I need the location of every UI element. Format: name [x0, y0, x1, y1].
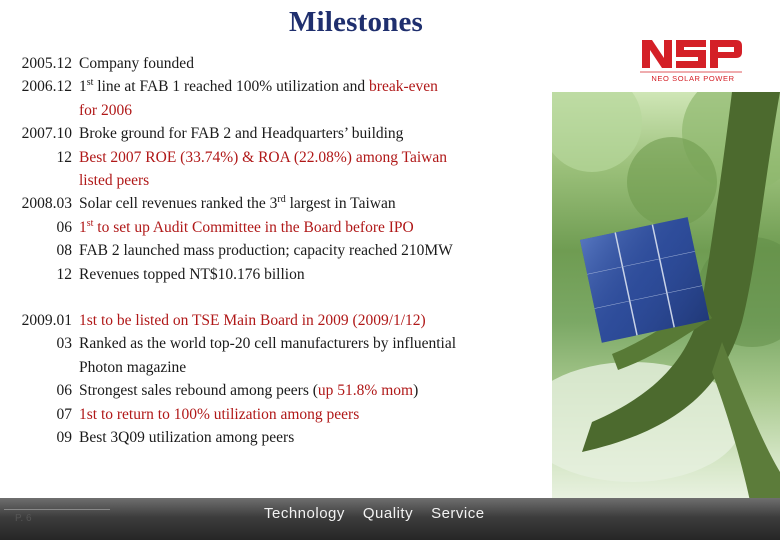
milestone-date: 07 — [56, 405, 72, 423]
milestone-text-part: Best 3Q09 utilization among peers — [79, 429, 295, 447]
milestone-text-part: for 2006 — [79, 101, 132, 119]
milestone-text — [72, 75, 616, 98]
milestone-row — [6, 146, 616, 169]
milestone-row — [6, 332, 616, 355]
milestone-text-part: Photon magazine — [79, 358, 187, 376]
milestone-text-part: break-even — [369, 78, 438, 96]
milestone-date: 2007.10 — [21, 125, 72, 143]
footer-tagline — [264, 505, 503, 522]
milestone-date: 06 — [56, 382, 72, 400]
milestone-date: 09 — [56, 429, 72, 447]
milestone-text — [72, 122, 616, 145]
page-title: Milestones — [288, 6, 424, 38]
tagline-word: Quality — [362, 505, 414, 522]
milestone-row — [6, 52, 616, 75]
milestone-text-part: rd — [277, 194, 286, 206]
milestone-text-part: ) — [413, 382, 419, 400]
milestone-date: 2005.12 — [21, 55, 72, 72]
milestone-text — [72, 52, 616, 75]
milestone-date: 2006.12 — [21, 78, 72, 96]
milestone-date: 2009.01 — [21, 312, 72, 330]
milestone-date: 06 — [56, 218, 72, 236]
milestone-row — [6, 239, 616, 262]
milestone-text-part: st — [86, 217, 94, 229]
milestone-text-part: Strongest sales rebound among peers ( — [79, 382, 318, 400]
page-number: P. 6 — [15, 513, 32, 524]
milestone-text — [72, 99, 616, 122]
milestone-text-part: 1 — [79, 218, 87, 236]
milestone-date: 12 — [56, 148, 72, 166]
milestone-date — [6, 356, 72, 379]
milestone-text-part: Revenues topped NT$10.176 billion — [79, 265, 305, 283]
milestone-text-part: 1st to be listed on TSE Main Board in 2009 (2009/1/12) — [79, 312, 426, 330]
milestone-row — [6, 216, 616, 239]
milestone-text-part: Ranked as the world top-20 cell manufacturers by influential — [79, 335, 457, 353]
milestone-row — [6, 75, 616, 98]
tagline-word: Technology — [264, 505, 345, 522]
milestone-row — [6, 309, 616, 332]
company-logo — [612, 28, 752, 88]
milestone-date — [6, 169, 72, 192]
milestone-text-part: Best 2007 ROE (33.74%) & ROA (22.08%) among Taiwan — [79, 148, 448, 166]
milestone-text — [72, 263, 616, 286]
milestone-date: 12 — [56, 265, 72, 283]
milestone-row — [6, 192, 616, 215]
milestone-text — [72, 356, 616, 379]
milestone-text-part: 1st to return to 100% utilization among peers — [79, 405, 360, 423]
timeline-gap — [6, 286, 616, 309]
milestone-text — [72, 192, 616, 215]
milestone-text — [72, 379, 616, 402]
milestone-text — [72, 216, 616, 239]
tagline-word: Service — [431, 505, 485, 522]
logo-subtitle: NEO SOLAR POWER — [651, 74, 735, 83]
milestone-text — [72, 332, 616, 355]
milestone-text-part: st — [86, 77, 94, 89]
milestone-text-part: to set up Audit Committee in the Board before IPO — [93, 218, 414, 236]
milestone-text — [72, 146, 616, 169]
milestone-date — [6, 99, 72, 122]
milestone-text — [72, 239, 616, 262]
milestone-text-part: Company founded — [79, 55, 194, 72]
milestone-text-part: 1 — [79, 78, 87, 96]
milestone-text-part: listed peers — [79, 172, 150, 190]
milestone-timeline — [6, 52, 616, 450]
milestone-text-part: Solar cell revenues ranked the 3 — [79, 195, 278, 213]
milestone-row — [6, 379, 616, 402]
milestone-text-part: largest in Taiwan — [285, 195, 396, 213]
milestone-date: 03 — [56, 335, 72, 353]
milestone-text-part: line at FAB 1 reached 100% utilization and — [93, 78, 370, 96]
milestone-row — [6, 403, 616, 426]
footer-divider — [4, 509, 110, 510]
milestone-row — [6, 263, 616, 286]
milestone-row — [6, 122, 616, 145]
milestone-text — [72, 403, 616, 426]
milestone-row — [6, 356, 616, 379]
milestone-text-part: FAB 2 launched mass production; capacity reached 210MW — [79, 242, 453, 260]
milestone-text-part: up 51.8% mom — [317, 382, 414, 400]
milestone-text — [72, 169, 616, 192]
milestone-date: 08 — [56, 242, 72, 260]
milestone-date: 2008.03 — [21, 195, 72, 213]
milestone-row — [6, 426, 616, 449]
milestone-text — [72, 309, 616, 332]
milestone-text — [72, 426, 616, 449]
milestone-text-part: Broke ground for FAB 2 and Headquarters’ building — [79, 125, 404, 143]
milestone-row — [6, 99, 616, 122]
milestone-row — [6, 169, 616, 192]
